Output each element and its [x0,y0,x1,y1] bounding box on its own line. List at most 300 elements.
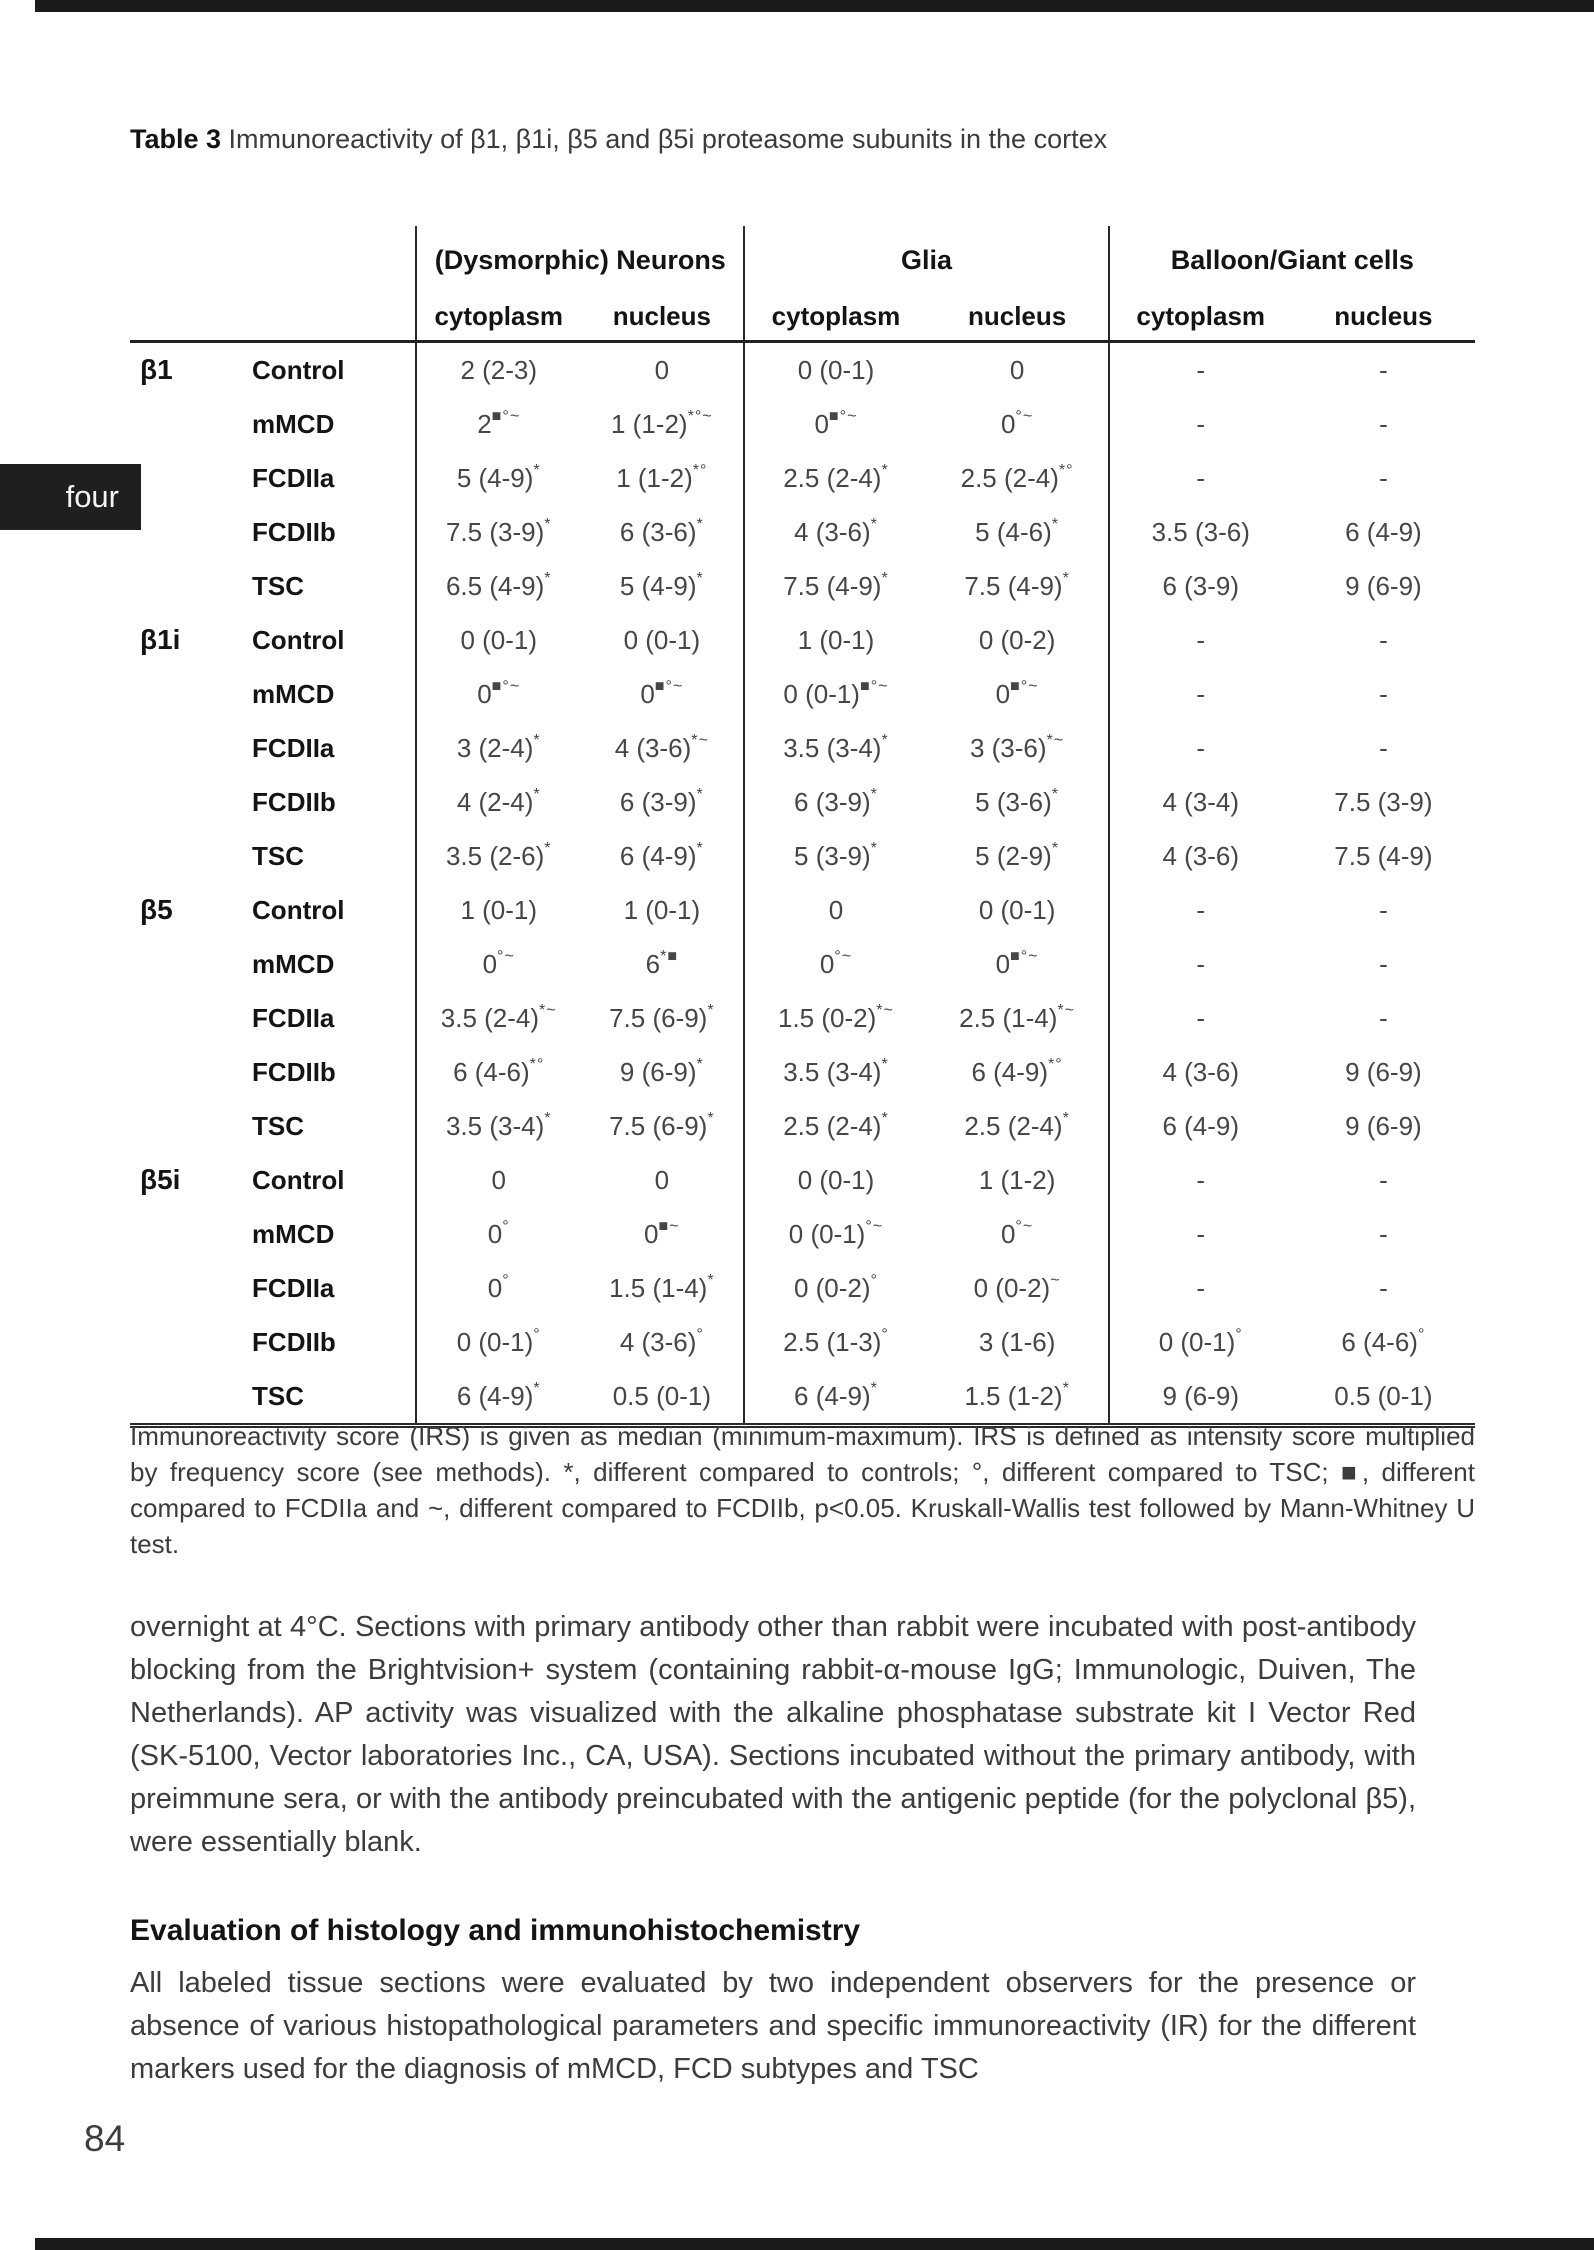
cell-value: - [1196,894,1206,925]
table-cell [744,991,926,1045]
cell-value: 4 (3-6) [619,1326,697,1357]
cell-value: 9 (6-9) [1345,570,1422,601]
table-cell [1109,559,1292,613]
row-label: mMCD [252,948,335,979]
cell-value: 4 (3-6) [1162,840,1240,871]
cell-value: 3 (2-4) [456,732,534,763]
cell-value: - [1379,1272,1388,1303]
cell-value: 0 (0-1) [797,354,875,385]
table-cell [744,829,926,883]
row-label: Control [252,1164,345,1195]
table-cell [580,559,744,613]
cell-significance-markers: ■~ [658,1216,680,1235]
cell-value: 0 [995,678,1011,709]
table-cell [744,775,926,829]
cell-value: 3 (1-6) [978,1326,1056,1357]
cell-value: - [1379,408,1388,439]
cell-value: 1 (0-1) [797,624,875,655]
cell-significance-markers: * [707,1108,715,1127]
table-cell [416,991,580,1045]
cell-value: 2 [477,408,492,439]
table-cell [580,1153,744,1207]
table-row [130,613,1475,667]
cell-value: 4 (2-4) [456,786,534,817]
cell-value: 5 (4-9) [456,462,534,493]
page-number: 84 [84,2118,126,2159]
table-cell [580,613,744,667]
cell-value: 0 (0-1) [978,894,1056,925]
cell-significance-markers: * [881,460,889,479]
table-cell [927,829,1109,883]
table-cell [416,342,580,398]
cell-value: 0 (0-1) [788,1218,866,1249]
cell-value: 9 (6-9) [619,1056,697,1087]
cell-value: 2 (2-3) [460,354,538,385]
row-label: FCDIIa [252,462,335,493]
table-cell [927,1045,1109,1099]
table-cell [1109,397,1292,451]
cell-value: 6 [645,948,661,979]
cell-value: 0 [828,894,844,925]
table-cell [927,721,1109,775]
cell-value: 2.5 (2-4) [960,462,1059,493]
cell-significance-markers: * [533,1378,541,1397]
table-cell [744,397,926,451]
table-row [130,721,1475,775]
table-cell [580,775,744,829]
cell-value: - [1379,624,1388,655]
row-label: mMCD [252,678,335,709]
table-cell [1292,883,1475,937]
cell-significance-markers: * [881,1108,889,1127]
table-cell [1109,1099,1292,1153]
table-cell [580,883,744,937]
table-row [130,505,1475,559]
cell-value: 5 (3-6) [975,786,1052,817]
cell-value: 7.5 (4-9) [783,570,882,601]
cell-value: - [1196,1164,1206,1195]
cell-significance-markers: ■°~ [828,406,858,425]
table-cell [744,1315,926,1369]
table-cell [927,1207,1109,1261]
cell-significance-markers: * [870,784,878,803]
cell-value: 5 (4-6) [975,516,1052,547]
body-paragraph: All labeled tissue sections were evaluated by two independent observers for the presence or absence of various histopathological parameters and specific immunoreactivity (IR) for the different markers used for the diagnosis of mMCD, FCD subtypes and TSC [130,1967,1416,2085]
table-cell [416,1045,580,1099]
table-cell [1109,505,1292,559]
table-cell [580,937,744,991]
cell-significance-markers: * [707,1270,715,1289]
table-cell [1109,829,1292,883]
cell-value: - [1196,1272,1206,1303]
table-cell [1292,721,1475,775]
table-cell [1109,1153,1292,1207]
cell-value: 0 [482,948,498,979]
cell-value: 0 [477,678,492,709]
cell-significance-markers: ■°~ [654,676,684,695]
table-cell [1109,451,1292,505]
cell-significance-markers: ° [1417,1324,1426,1343]
cell-significance-markers: * [696,1054,704,1073]
subunit-label: β5 [140,894,173,925]
table-cell [580,667,744,721]
table-cell [416,883,580,937]
table-caption-text: Immunoreactivity of β1, β1i, β5 and β5i proteasome subunits in the cortex [221,124,1108,154]
row-label: TSC [252,840,305,871]
cell-significance-markers: * [1062,1378,1070,1397]
row-label: Control [252,624,345,655]
cell-value: 6 (3-9) [1162,570,1240,601]
cell-significance-markers: °~ [1015,1216,1034,1235]
cell-value: 3.5 (2-6) [445,840,545,871]
table-row [130,829,1475,883]
table-caption [130,124,1475,155]
cell-significance-markers: * [1062,1108,1070,1127]
cell-value: 6 (3-6) [619,516,697,547]
cell-value: 6 (4-6) [1341,1326,1418,1357]
chapter-tab-label: four [65,479,119,514]
table-row [130,883,1475,937]
cell-significance-markers: ■°~ [491,406,521,425]
table-cell [1109,342,1292,398]
row-label: TSC [252,570,305,601]
cell-value: 0 [1000,1218,1016,1249]
table-cell [580,451,744,505]
sub-header-row [130,294,1475,342]
cell-significance-markers: ° [502,1270,510,1289]
cell-value: 1 (1-2) [616,462,693,493]
table-cell [744,1207,926,1261]
cell-value: 9 (6-9) [1162,1380,1240,1411]
cell-significance-markers: * [533,784,541,803]
table-row [130,451,1475,505]
cell-value: - [1196,948,1206,979]
row-label: FCDIIa [252,1002,335,1033]
subheader-cytoplasm: cytoplasm [416,294,580,342]
cell-significance-markers: * [544,838,552,857]
table-cell [927,451,1109,505]
subunit-label: β1 [140,354,173,385]
cell-value: 0.5 (0-1) [612,1380,711,1411]
table-cell [927,505,1109,559]
cell-significance-markers: ° [870,1270,878,1289]
cell-value: - [1379,462,1388,493]
table-cell [1292,613,1475,667]
cell-value: 0 [644,1218,659,1249]
cell-significance-markers: *~ [1057,1000,1076,1019]
table-cell [744,937,926,991]
table-cell [1109,883,1292,937]
cell-significance-markers: * [707,1000,715,1019]
cell-significance-markers: * [696,784,704,803]
table-cell [416,397,580,451]
cell-value: 4 (3-6) [1162,1056,1240,1087]
cell-value: 0 [654,354,670,385]
cell-significance-markers: * [870,838,878,857]
table-cell [1292,505,1475,559]
cell-value: 6 (4-6) [453,1056,530,1087]
cell-value: - [1379,732,1388,763]
cell-value: 4 (3-4) [1162,786,1240,817]
cell-significance-markers: ° [881,1324,889,1343]
table-cell [580,1207,744,1261]
cell-significance-markers: *° [1058,460,1074,479]
cell-value: 0 (0-2) [978,624,1056,655]
immunoreactivity-table [130,226,1475,1428]
cell-significance-markers: * [533,730,541,749]
table-cell [744,559,926,613]
cell-value: - [1379,894,1388,925]
cell-significance-markers: ~ [1050,1270,1061,1289]
cell-value: 7.5 (6-9) [609,1002,708,1033]
cell-significance-markers: ° [502,1216,510,1235]
cell-value: 2.5 (1-4) [959,1002,1058,1033]
cell-value: 6 (3-9) [794,786,871,817]
cell-value: 3 (3-6) [969,732,1047,763]
table-cell [416,505,580,559]
cell-value: 7.5 (6-9) [609,1110,708,1141]
table-row [130,1099,1475,1153]
cell-value: 0 [640,678,655,709]
cell-significance-markers: * [1051,514,1060,533]
table-cell [927,937,1109,991]
cell-value: 3.5 (2-4) [440,1002,540,1033]
cell-significance-markers: ■°~ [491,676,521,695]
table-cell [1109,667,1292,721]
cell-value: 6 (4-9) [456,1380,534,1411]
cell-significance-markers: * [544,1108,552,1127]
cell-value: 0 (0-2) [793,1272,871,1303]
table-cell [927,667,1109,721]
table-cell [744,342,926,398]
table-cell [744,667,926,721]
cell-significance-markers: °~ [865,1216,884,1235]
col-group-neurons: (Dysmorphic) Neurons [416,226,744,294]
cell-value: 2.5 (2-4) [783,462,882,493]
cell-value: 5 (3-9) [794,840,871,871]
table-cell [416,1261,580,1315]
cell-significance-markers: ■°~ [1010,946,1039,965]
table-cell [1292,937,1475,991]
cell-significance-markers: *°~ [687,406,713,425]
cell-value: - [1196,678,1206,709]
cell-significance-markers: * [696,838,704,857]
cell-significance-markers: ° [696,1324,704,1343]
bottom-edge-bar [35,2238,1594,2250]
cell-value: - [1196,408,1206,439]
table-cell [927,1099,1109,1153]
cell-value: 1 (0-1) [623,894,701,925]
row-label: FCDIIb [252,1056,336,1087]
cell-significance-markers: *■ [660,946,679,965]
cell-value: 0 [654,1164,670,1195]
table-cell [744,1153,926,1207]
table-cell [1109,1261,1292,1315]
table-cell [744,613,926,667]
col-group-balloon-giant-cells: Balloon/Giant cells [1109,226,1475,294]
cell-value: 6 (3-9) [619,786,697,817]
table-row [130,1315,1475,1369]
cell-value: 5 (2-9) [975,840,1052,871]
cell-value: 0 [819,948,835,979]
table-cell [416,829,580,883]
table-cell [1292,1099,1475,1153]
cell-value: 0 [487,1272,503,1303]
table-row [130,397,1475,451]
cell-value: 1 (1-2) [611,408,688,439]
subheader-nucleus: nucleus [1292,294,1475,342]
cell-significance-markers: * [881,1054,889,1073]
table-cell [744,1099,926,1153]
cell-value: 0 [1000,408,1016,439]
table-cell [1292,559,1475,613]
cell-value: 0 (0-1) [623,624,701,655]
table-cell [927,883,1109,937]
table-row [130,1153,1475,1207]
cell-significance-markers: *~ [539,1000,557,1019]
cell-value: 0.5 (0-1) [1334,1380,1433,1411]
row-label: TSC [252,1380,305,1411]
cell-significance-markers: * [1051,838,1060,857]
top-edge-bar [35,0,1594,12]
table-cell [1109,937,1292,991]
table-cell [416,667,580,721]
cell-significance-markers: * [533,460,541,479]
table-cell [1292,667,1475,721]
cell-value: - [1379,1002,1388,1033]
cell-value: 6 (4-9) [619,840,697,871]
cell-value: 3.5 (3-4) [783,732,882,763]
cell-value: 5 (4-9) [619,570,697,601]
cell-significance-markers: ■°~ [1010,676,1039,695]
cell-value: 0 [491,1164,506,1195]
cell-value: 7.5 (3-9) [445,516,545,547]
table-cell [744,505,926,559]
table-cell [416,451,580,505]
table-cell [416,1315,580,1369]
table-cell [416,937,580,991]
cell-value: 0 (0-1) [783,678,860,709]
table-cell [927,342,1109,398]
table-cell [927,559,1109,613]
table-caption-label: Table 3 [130,124,222,154]
subunit-label: β5i [140,1164,181,1195]
cell-value: 9 (6-9) [1345,1110,1422,1141]
table-cell [927,1261,1109,1315]
cell-significance-markers: * [1051,784,1060,803]
cell-value: 6 (4-9) [794,1380,871,1411]
col-group-glia: Glia [744,226,1108,294]
cell-significance-markers: °~ [1015,406,1034,425]
cell-value: - [1379,354,1388,385]
table-cell [1109,991,1292,1045]
row-label: Control [252,894,345,925]
cell-value: 2.5 (2-4) [783,1110,882,1141]
row-label: mMCD [252,1218,335,1249]
subheader-nucleus: nucleus [927,294,1109,342]
table-cell [1292,991,1475,1045]
cell-value: 0 (0-1) [797,1164,875,1195]
cell-significance-markers: °~ [834,946,853,965]
cell-value: - [1379,1164,1388,1195]
column-group-header-row [130,226,1475,294]
cell-value: 6 (4-9) [971,1056,1049,1087]
cell-value: 0 [814,408,829,439]
cell-value: 7.5 (3-9) [1334,786,1433,817]
table-cell [1292,1261,1475,1315]
table-cell [744,883,926,937]
cell-significance-markers: * [1062,568,1070,587]
cell-value: 9 (6-9) [1345,1056,1422,1087]
cell-significance-markers: ° [533,1324,541,1343]
cell-value: 0 [487,1218,503,1249]
table-cell [580,1315,744,1369]
cell-significance-markers: °~ [497,946,515,965]
table-row [130,775,1475,829]
table-cell [744,1045,926,1099]
cell-value: 7.5 (4-9) [964,570,1063,601]
row-label: mMCD [252,408,335,439]
table-cell [744,721,926,775]
cell-value: - [1379,678,1388,709]
cell-value: - [1196,624,1206,655]
subheader-nucleus: nucleus [580,294,744,342]
section-heading: Evaluation of histology and immunohistochemistry [130,1914,861,1947]
cell-value: 3.5 (3-4) [783,1056,882,1087]
table-body [130,342,1475,1426]
cell-significance-markers: * [544,514,552,533]
table-cell [927,397,1109,451]
table-cell [1292,829,1475,883]
cell-value: 0 [995,948,1011,979]
table-cell [416,559,580,613]
row-label: FCDIIb [252,1326,336,1357]
cell-significance-markers: *° [529,1054,545,1073]
cell-value: 1.5 (0-2) [778,1002,877,1033]
table-cell [927,775,1109,829]
cell-significance-markers: *° [1048,1054,1063,1073]
row-label: Control [252,354,345,385]
cell-significance-markers: * [870,514,878,533]
table-cell [416,721,580,775]
cell-significance-markers: *~ [691,730,709,749]
table-cell [580,991,744,1045]
table-cell [580,397,744,451]
cell-significance-markers: * [696,568,704,587]
table-cell [580,721,744,775]
subheader-cytoplasm: cytoplasm [1109,294,1292,342]
table-row [130,991,1475,1045]
table-cell [416,1207,580,1261]
cell-significance-markers: * [881,730,889,749]
cell-significance-markers: ■°~ [859,676,889,695]
cell-value: 4 (3-6) [794,516,871,547]
table-cell [1292,342,1475,398]
cell-value: 0 (0-1) [1158,1326,1236,1357]
table-cell [927,613,1109,667]
body-paragraph: overnight at 4°C. Sections with primary antibody other than rabbit were incubated with post-antibody blocking from the Brightvision+ system (containing rabbit-α-mouse IgG; Immunologic, Duiven, The Netherlands). AP activity was visualized with the alkaline phosphatase substrate kit I Vector Red (SK-5100, Vector laboratories Inc., CA, USA). Sections incubated without the primary antibody, with preimmune sera, or with the antibody preincubated with the antigenic peptide (for the polyclonal β5), were essentially blank. [130,1611,1416,1858]
cell-value: - [1379,1218,1388,1249]
table-row [130,559,1475,613]
table-row [130,667,1475,721]
cell-value: 4 (3-6) [614,732,692,763]
cell-value: 6 (4-9) [1345,516,1422,547]
cell-value: 0 (0-2) [973,1272,1051,1303]
table-cell [580,1261,744,1315]
table-row [130,937,1475,991]
subheader-cytoplasm: cytoplasm [744,294,926,342]
table-cell [416,1153,580,1207]
